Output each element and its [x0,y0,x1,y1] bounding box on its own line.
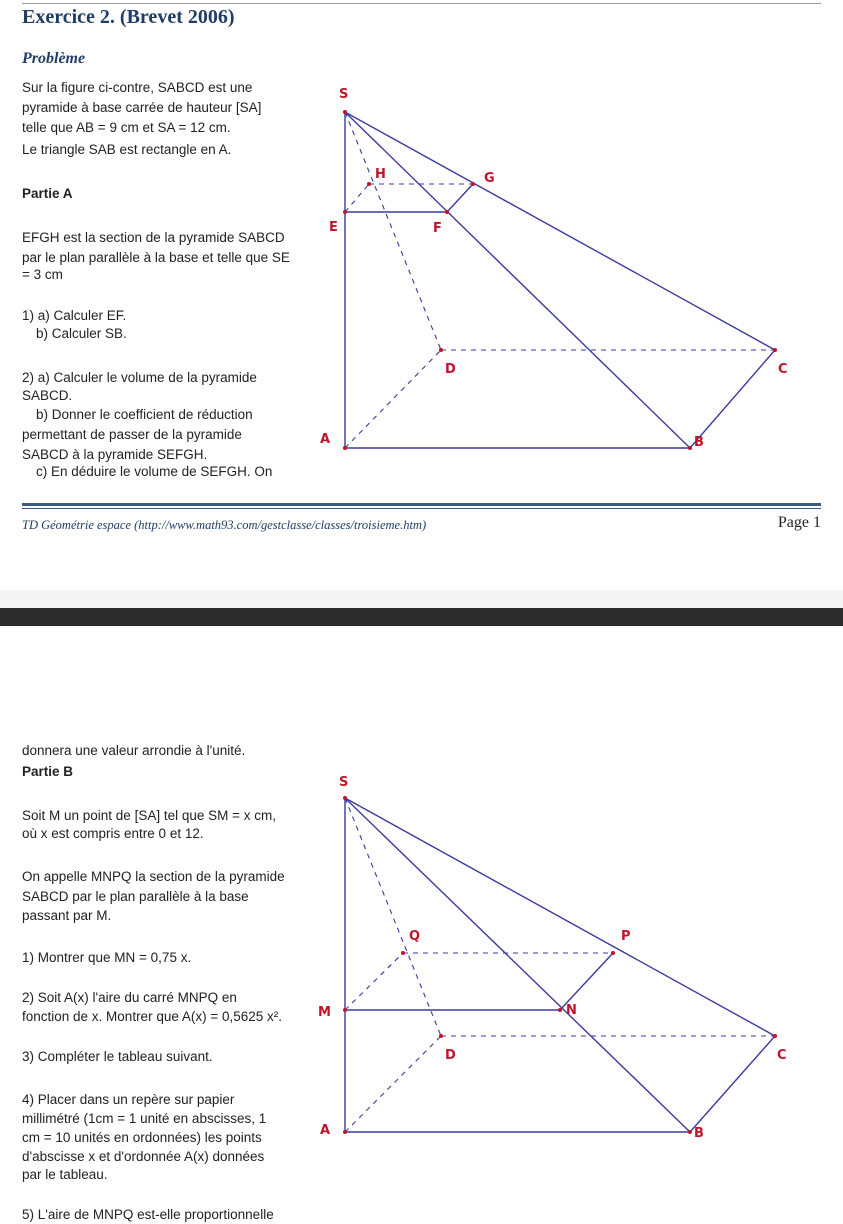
footer-page-number: Page 1 [777,514,821,531]
part-a-line-1: EFGH est la section de la pyramide SABCD [22,230,285,245]
edge-SD-hidden [345,112,441,350]
label-B: B [694,1126,704,1141]
part-b-q4-line-1: 4) Placer dans un repère sur papier [22,1092,235,1107]
label-P: P [621,929,631,944]
label-A: A [320,1123,331,1138]
label-D: D [445,362,456,377]
part-b-q3: 3) Compléter le tableau suivant. [22,1049,213,1064]
pyramid-figure-2 [0,760,843,1219]
part-b-q5-partial: 5) L'aire de MNPQ est-elle proportionnelle [22,1207,274,1222]
label-D: D [445,1048,456,1063]
edge-SC [345,798,775,1036]
label-G: G [484,171,495,186]
part-a-line-2: par le plan parallèle à la base et telle que SE [22,250,290,265]
part-b-q4-line-4: d'abscisse x et d'ordonnée A(x) données [22,1149,265,1164]
footer-source: TD Géométrie espace (http://www.math93.com/gestclasse/classes/troisieme.htm) [22,518,427,532]
label-M: M [318,1005,331,1020]
label-N: N [566,1003,577,1018]
edge-FG [447,184,473,212]
label-C: C [778,362,788,377]
part-b-q1: 1) Montrer que MN = 0,75 x. [22,950,192,965]
part-b-q2-line-2: fonction de x. Montrer que A(x) = 0,5625 x². [22,1009,283,1024]
q2b-cont-2: SABCD à la pyramide SEFGH. [22,447,208,462]
page-separator [0,608,843,626]
continuation-line: donnera une valeur arrondie à l'unité. [22,743,246,758]
exercise-title: Exercice 2. (Brevet 2006) [22,6,235,28]
q2a-cont: SABCD. [22,388,73,403]
label-S: S [339,87,349,102]
edge-SD-hidden [345,798,441,1036]
edge-SB [345,112,690,448]
q1b: b) Calculer SB. [36,326,127,341]
q2b-cont-1: permettant de passer de la pyramide [22,427,242,442]
edge-SC [345,112,775,350]
intro-line-2: pyramide à base carrée de hauteur [SA] [22,100,262,115]
edge-BC [690,1036,775,1132]
q2b: b) Donner le coefficient de réduction [36,407,253,422]
part-b-q4-line-5: par le tableau. [22,1167,108,1182]
label-E: E [329,220,338,235]
q1a: 1) a) Calculer EF. [22,308,127,323]
intro-line-3: telle que AB = 9 cm et SA = 12 cm. [22,120,231,135]
part-a-line-3: = 3 cm [22,267,63,282]
edge-AD-hidden [345,1036,441,1132]
pyramid-figure-1 [0,0,843,500]
part-b-q2-line-1: 2) Soit A(x) l'aire du carré MNPQ en [22,990,237,1005]
edge-MQ-hidden [345,953,403,1010]
label-H: H [375,167,386,182]
page-gap [0,590,843,608]
q2c: c) En déduire le volume de SEFGH. On [36,464,273,479]
part-b-line-5: passant par M. [22,908,112,923]
label-Q: Q [409,929,421,944]
q2a: 2) a) Calculer le volume de la pyramide [22,370,257,385]
label-C: C [777,1048,787,1063]
edge-AD-hidden [345,350,441,448]
part-b-line-4: SABCD par le plan parallèle à la base [22,889,249,904]
part-a-title: Partie A [22,186,73,201]
part-b-title: Partie B [22,764,74,779]
part-b-q4-line-2: millimétré (1cm = 1 unité en abscisses, 1 [22,1111,267,1126]
footer-rule-thick [22,503,821,506]
label-F: F [433,221,442,236]
label-B: B [694,435,704,450]
edge-SB [345,798,690,1132]
footer-rule-thin [22,508,821,509]
label-S: S [339,775,349,790]
intro-line-1: Sur la figure ci-contre, SABCD est une [22,80,253,95]
intro-line-4: Le triangle SAB est rectangle en A. [22,142,232,157]
label-A: A [320,432,331,447]
problem-subtitle: Problème [22,50,86,67]
edge-NP [560,953,613,1010]
part-b-line-3: On appelle MNPQ la section de la pyramide [22,869,285,884]
edge-BC [690,350,775,448]
edge-EH-hidden [345,184,369,212]
part-b-line-1: Soit M un point de [SA] tel que SM = x cm, [22,808,276,823]
part-b-line-2: où x est compris entre 0 et 12. [22,826,204,841]
part-b-q4-line-3: cm = 10 unités en ordonnées) les points [22,1130,262,1145]
